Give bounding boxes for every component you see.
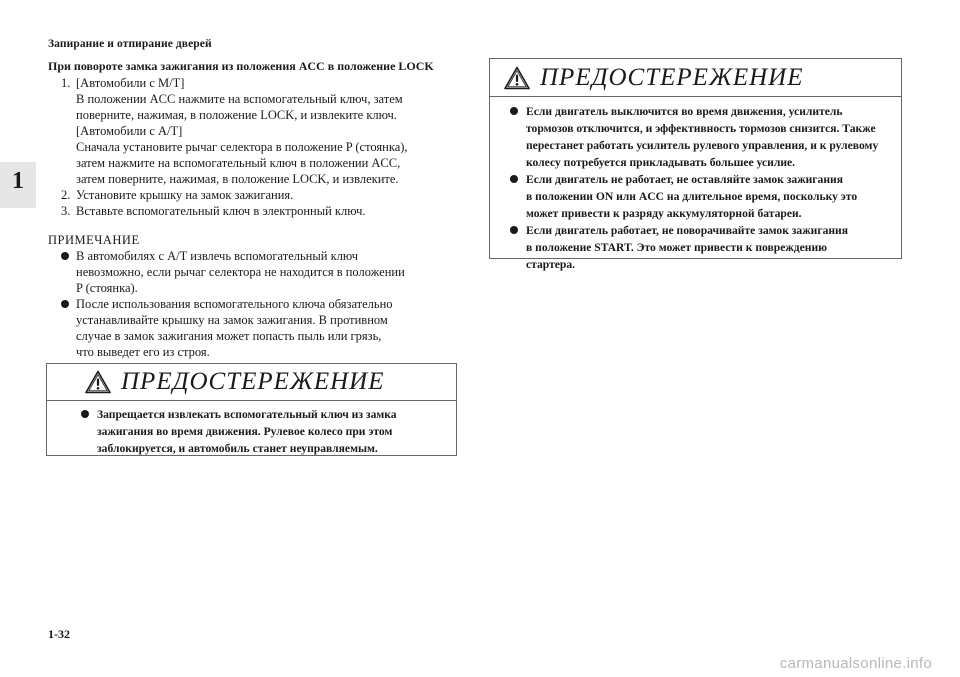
- step-line: В положении ACC нажмите на вспомогательный ключ, затем: [76, 92, 403, 106]
- warning-header: [47, 364, 456, 401]
- warning-line: заблокируется, и автомобиль станет неуправляемым.: [97, 442, 378, 455]
- step-number: 3.: [61, 204, 71, 218]
- step-number: 2.: [61, 188, 71, 202]
- step-line: затем нажмите на вспомогательный ключ в положении ACC,: [76, 156, 401, 170]
- bullet-icon: [498, 103, 526, 171]
- note-item: [48, 296, 460, 360]
- note-line: случае в замок зажигания может попасть пыль или грязь,: [76, 329, 382, 343]
- warning-body: [47, 401, 456, 457]
- step-line: [Автомобили с M/T]: [76, 76, 185, 90]
- warning-line: зажигания во время движения. Рулевое колесо при этом: [97, 425, 393, 438]
- step-item: [48, 187, 460, 203]
- note-line: устанавливайте крышку на замок зажигания. В противном: [76, 313, 388, 327]
- bullet-icon: [48, 248, 76, 296]
- bullet-icon: [498, 222, 526, 273]
- warning-title: ПРЕДОСТЕРЕЖЕНИЕ: [540, 63, 804, 91]
- note-line: После использования вспомогательного ключа обязательно: [76, 297, 393, 311]
- bullet-icon: [48, 296, 76, 360]
- step-line: поверните, нажимая, в положение LOCK, и извлеките ключ.: [76, 108, 397, 122]
- warning-title: ПРЕДОСТЕРЕЖЕНИЕ: [121, 368, 385, 395]
- warning-box-left: [46, 363, 457, 456]
- warning-item: [498, 222, 895, 273]
- warning-line: в положении ON или ACC на длительное время, поскольку это: [526, 190, 858, 203]
- step-item: [48, 75, 460, 187]
- note-line: P (стоянка).: [76, 281, 138, 295]
- warning-item: [69, 406, 448, 457]
- step-line: Сначала установите рычаг селектора в положение P (стоянка),: [76, 140, 408, 154]
- page-header-title: Запирание и отпирание дверей: [48, 38, 212, 50]
- warning-line: тормозов отключится, и эффективность тормозов снизится. Также: [526, 122, 876, 135]
- step-line: Вставьте вспомогательный ключ в электронный ключ.: [76, 204, 366, 218]
- note-item: [48, 248, 460, 296]
- warning-item: [498, 103, 895, 171]
- bullet-icon: [69, 406, 97, 457]
- note-title: ПРИМЕЧАНИЕ: [48, 233, 140, 247]
- step-line: [Автомобили с A/T]: [76, 124, 183, 138]
- warning-box-right: [489, 58, 902, 271]
- section-heading: При повороте замка зажигания из положения ACC в положение LOCK: [48, 59, 434, 73]
- watermark: carmanualsonline.info: [779, 655, 932, 672]
- warning-body: [490, 97, 901, 273]
- warning-line: стартера.: [526, 258, 576, 271]
- warning-line: Если двигатель выключится во время движения, усилитель: [526, 105, 843, 118]
- warning-line: Если двигатель работает, не поворачивайте замок зажигания: [526, 224, 849, 237]
- warning-line: Запрещается извлекать вспомогательный ключ из замка: [97, 408, 397, 421]
- note-line: В автомобилях с A/T извлечь вспомогательный ключ: [76, 249, 359, 263]
- warning-line: Если двигатель не работает, не оставляйте замок зажигания: [526, 173, 843, 186]
- main-column: [48, 58, 460, 360]
- warning-triangle-icon: [504, 66, 530, 90]
- warning-line: колесу потребуется прикладывать большее усилие.: [526, 156, 796, 169]
- step-line: Установите крышку на замок зажигания.: [76, 188, 294, 202]
- warning-item: [498, 171, 895, 222]
- step-number: 1.: [61, 76, 71, 90]
- warning-header: [490, 59, 901, 97]
- step-line: затем поверните, нажимая, в положение LOCK, и извлеките.: [76, 172, 399, 186]
- warning-line: может привести к разряду аккумуляторной батареи.: [526, 207, 802, 220]
- page-number: 1-32: [48, 627, 70, 641]
- note-line: невозможно, если рычаг селектора не находится в положении: [76, 265, 405, 279]
- bullet-icon: [498, 171, 526, 222]
- note-line: что выведет его из строя.: [76, 345, 210, 359]
- chapter-number: 1: [12, 168, 24, 194]
- warning-triangle-icon: [85, 370, 111, 394]
- warning-line: в положение START. Это может привести к повреждению: [526, 241, 828, 254]
- warning-line: перестанет работать усилитель рулевого управления, и к рулевому: [526, 139, 879, 152]
- step-item: [48, 203, 460, 219]
